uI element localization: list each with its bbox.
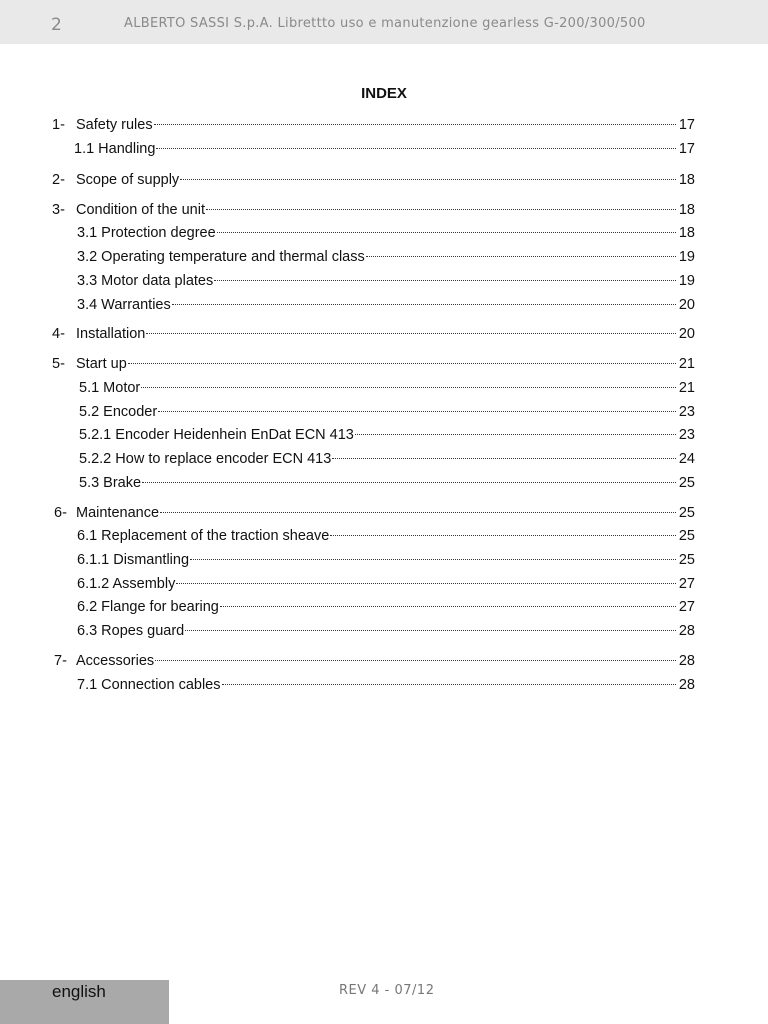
footer-revision: REV 4 - 07/12	[339, 983, 435, 998]
toc-entry-page: 23	[678, 427, 695, 443]
toc-entry-page: 18	[678, 225, 695, 241]
toc-leader-dots	[330, 535, 676, 536]
page-header	[0, 0, 768, 44]
toc-entry-page: 25	[678, 505, 695, 521]
toc-entry-label: 5.2 Encoder	[79, 404, 158, 420]
toc-entry-label: 5.2.2 How to replace encoder ECN 413	[79, 451, 332, 467]
toc-entry	[0, 574, 768, 594]
toc-entry-number: 3-	[52, 202, 65, 218]
toc-entry-page: 28	[678, 623, 695, 639]
toc-leader-dots	[176, 583, 676, 584]
index-title: INDEX	[361, 85, 407, 102]
toc-entry	[0, 378, 768, 398]
toc-leader-dots	[146, 333, 676, 334]
toc-entry-label: Maintenance	[76, 505, 160, 521]
toc-entry-label: 1.1 Handling	[74, 141, 156, 157]
toc-leader-dots	[220, 606, 676, 607]
toc-entry-label: 6.1.1 Dismantling	[77, 552, 190, 568]
toc-entry-page: 20	[678, 326, 695, 342]
toc-entry-page: 25	[678, 528, 695, 544]
toc-leader-dots	[214, 280, 676, 281]
toc-entry	[0, 597, 768, 617]
toc-entry	[0, 247, 768, 267]
footer-language: english	[52, 982, 106, 1001]
toc-entry	[0, 675, 768, 695]
toc-leader-dots	[154, 124, 676, 125]
toc-leader-dots	[366, 256, 676, 257]
toc-entry	[0, 324, 768, 344]
toc-entry-label: 3.3 Motor data plates	[77, 273, 214, 289]
toc-leader-dots	[172, 304, 676, 305]
toc-leader-dots	[158, 411, 676, 412]
toc-entry-label: Safety rules	[76, 117, 153, 133]
toc-entry-label: 6.1 Replacement of the traction sheave	[77, 528, 330, 544]
toc-entry-number: 6-	[54, 505, 67, 521]
toc-entry-page: 17	[678, 117, 695, 133]
toc-entry-label: 5.3 Brake	[79, 475, 142, 491]
toc-entry-label: 5.2.1 Encoder Heidenhein EnDat ECN 413	[79, 427, 354, 443]
toc-leader-dots	[160, 512, 676, 513]
toc-entry	[0, 170, 768, 190]
toc-leader-dots	[180, 179, 676, 180]
toc-leader-dots	[142, 482, 676, 483]
toc-entry-number: 4-	[52, 326, 65, 342]
toc-entry-number: 5-	[52, 356, 65, 372]
toc-entry-page: 28	[678, 653, 695, 669]
toc-leader-dots	[217, 232, 676, 233]
toc-entry-label: Start up	[76, 356, 127, 372]
toc-entry	[0, 550, 768, 570]
toc-leader-dots	[190, 559, 676, 560]
toc-entry-page: 23	[678, 404, 695, 420]
header-title: ALBERTO SASSI S.p.A. Librettto uso e manutenzione gearless G-200/300/500	[124, 16, 646, 31]
toc-entry	[0, 271, 768, 291]
toc-entry-label: 7.1 Connection cables	[77, 677, 221, 693]
toc-entry-page: 18	[678, 202, 695, 218]
page-number: 2	[51, 15, 62, 35]
toc-entry	[0, 295, 768, 315]
toc-entry-label: 6.2 Flange for bearing	[77, 599, 219, 615]
toc-leader-dots	[155, 660, 676, 661]
toc-leader-dots	[185, 630, 676, 631]
toc-entry-label: 3.4 Warranties	[77, 297, 171, 313]
toc-entry	[0, 503, 768, 523]
toc-entry	[0, 354, 768, 374]
toc-entry	[0, 449, 768, 469]
toc-entry	[0, 402, 768, 422]
toc-entry	[0, 115, 768, 135]
toc-entry-page: 25	[678, 475, 695, 491]
toc-entry-label: Installation	[76, 326, 146, 342]
toc-entry-page: 27	[678, 576, 695, 592]
toc-entry	[0, 473, 768, 493]
toc-entry	[0, 223, 768, 243]
toc-leader-dots	[141, 387, 676, 388]
toc-entry-number: 7-	[54, 653, 67, 669]
toc-entry	[0, 139, 768, 159]
toc-leader-dots	[222, 684, 676, 685]
toc-entry	[0, 200, 768, 220]
toc-leader-dots	[128, 363, 676, 364]
toc-entry-page: 21	[678, 380, 695, 396]
toc-entry	[0, 526, 768, 546]
toc-entry-label: 3.2 Operating temperature and thermal class	[77, 249, 365, 265]
toc-entry-number: 2-	[52, 172, 65, 188]
toc-entry-page: 27	[678, 599, 695, 615]
toc-leader-dots	[332, 458, 676, 459]
toc-entry-page: 17	[678, 141, 695, 157]
toc-entry	[0, 621, 768, 641]
toc-entry-label: 5.1 Motor	[79, 380, 141, 396]
toc-entry-page: 28	[678, 677, 695, 693]
toc-leader-dots	[355, 434, 676, 435]
toc-entry-label: 6.1.2 Assembly	[77, 576, 176, 592]
footer-language-tab	[0, 980, 169, 1024]
toc-entry-number: 1-	[52, 117, 65, 133]
toc-entry-page: 19	[678, 249, 695, 265]
toc-entry-page: 19	[678, 273, 695, 289]
toc-entry-page: 24	[678, 451, 695, 467]
toc-entry-label: Condition of the unit	[76, 202, 205, 218]
toc-leader-dots	[206, 209, 676, 210]
toc-entry-page: 25	[678, 552, 695, 568]
toc-entry	[0, 425, 768, 445]
toc-entry-label: 3.1 Protection degree	[77, 225, 216, 241]
toc-entry	[0, 651, 768, 671]
toc-entry-page: 18	[678, 172, 695, 188]
toc-entry-page: 21	[678, 356, 695, 372]
toc-entry-label: Scope of supply	[76, 172, 180, 188]
toc-entry-label: 6.3 Ropes guard	[77, 623, 185, 639]
toc-leader-dots	[156, 148, 675, 149]
toc-entry-page: 20	[678, 297, 695, 313]
toc-entry-label: Accessories	[76, 653, 155, 669]
